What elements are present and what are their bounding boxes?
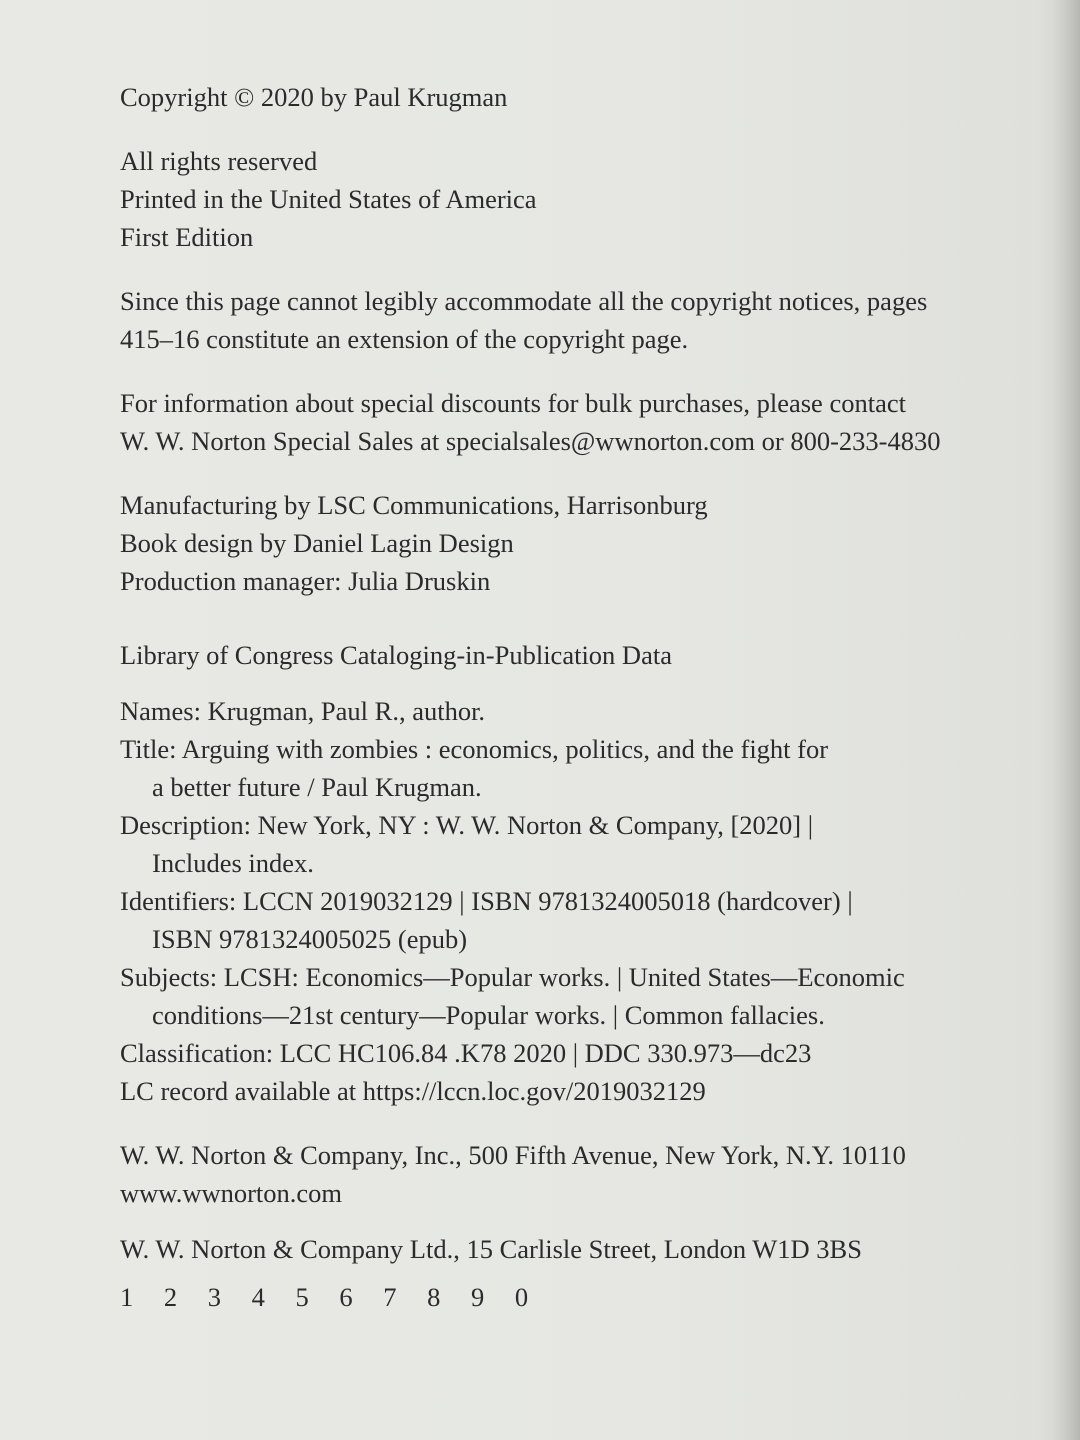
cip-names: Names: Krugman, Paul R., author. [120, 696, 486, 726]
book-design-line: Book design by Daniel Lagin Design [120, 528, 514, 558]
cip-description-continuation: Includes index. [152, 848, 314, 878]
manufacturing-line: Manufacturing by LSC Communications, Harrisonburg [120, 490, 708, 520]
page-edge-shadow [1052, 0, 1080, 1440]
publisher-website: www.wwnorton.com [120, 1178, 343, 1208]
copyright-notice: Copyright © 2020 by Paul Krugman [120, 82, 508, 112]
rights-reserved-line: All rights reserved [120, 146, 318, 176]
cip-subjects: Subjects: LCSH: Economics—Popular works. | United States—Economic [120, 962, 905, 992]
publisher-uk-address: W. W. Norton & Company Ltd., 15 Carlisle Street, London W1D 3BS [120, 1234, 862, 1264]
edition-line: First Edition [120, 222, 254, 252]
cip-identifiers: Identifiers: LCCN 2019032129 | ISBN 9781324005018 (hardcover) | [120, 886, 853, 916]
cip-heading: Library of Congress Cataloging-in-Publication Data [120, 640, 672, 670]
bulk-info-line-2: W. W. Norton Special Sales at specialsales@wwnorton.com or 800-233-4830 [120, 426, 941, 456]
cip-subjects-continuation: conditions—21st century—Popular works. | Common fallacies. [152, 1000, 825, 1030]
cip-description: Description: New York, NY : W. W. Norton & Company, [2020] | [120, 810, 814, 840]
cip-classification: Classification: LCC HC106.84 .K78 2020 | DDC 330.973—dc23 [120, 1038, 812, 1068]
cip-title-continuation: a better future / Paul Krugman. [152, 772, 482, 802]
production-manager-line: Production manager: Julia Druskin [120, 566, 491, 596]
extension-notice-line-2: 415–16 constitute an extension of the copyright page. [120, 324, 689, 354]
extension-notice-line-1: Since this page cannot legibly accommodate all the copyright notices, pages [120, 286, 928, 316]
printing-number-line: 1 2 3 4 5 6 7 8 9 0 [120, 1282, 541, 1312]
bulk-info-line-1: For information about special discounts for bulk purchases, please contact [120, 388, 906, 418]
cip-title: Title: Arguing with zombies : economics, politics, and the fight for [120, 734, 829, 764]
cip-identifiers-continuation: ISBN 9781324005025 (epub) [152, 924, 468, 954]
printed-in-line: Printed in the United States of America [120, 184, 537, 214]
copyright-text-block [120, 78, 1020, 1316]
publisher-us-address: W. W. Norton & Company, Inc., 500 Fifth Avenue, New York, N.Y. 10110 [120, 1140, 906, 1170]
cip-lc-record: LC record available at https://lccn.loc.gov/2019032129 [120, 1076, 706, 1106]
